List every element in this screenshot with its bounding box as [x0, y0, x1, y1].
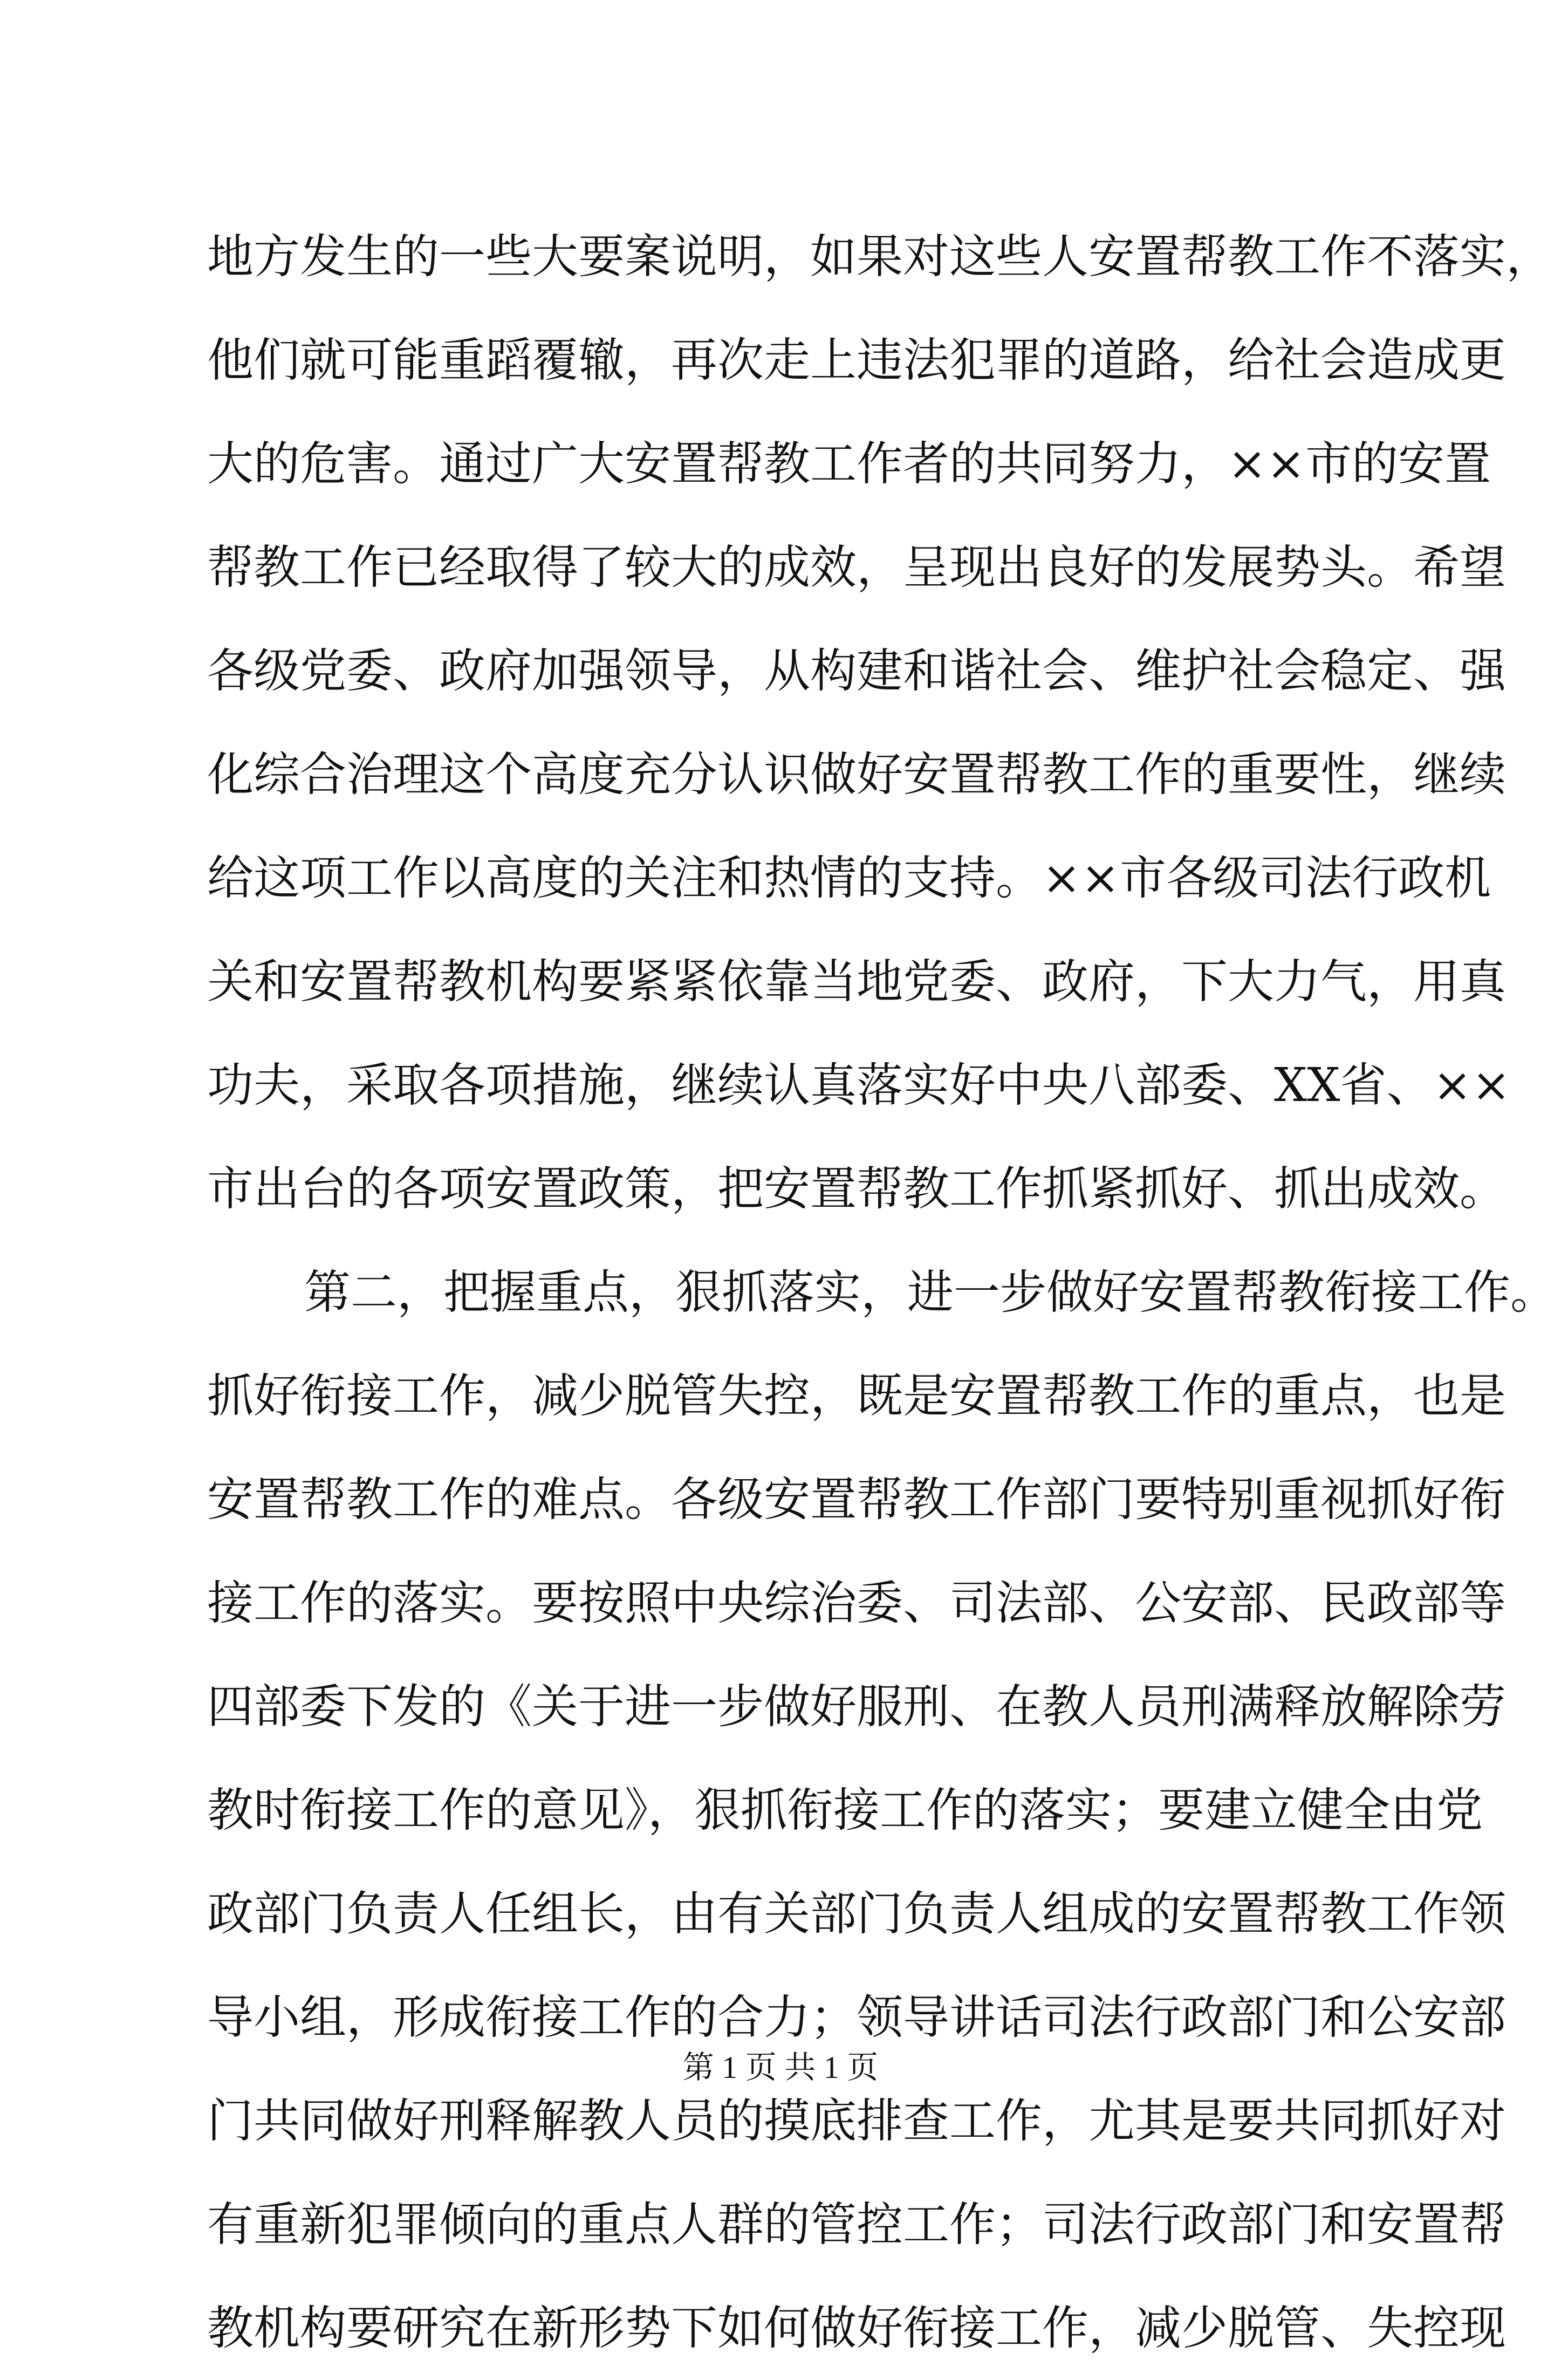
text-line: 给这项工作以高度的关注和热情的支持。××市各级司法行政机 [207, 851, 1491, 905]
text-line: 抓好衔接工作，减少脱管失控，既是安置帮教工作的重点，也是 [207, 1369, 1506, 1423]
page-number-label: 第 1 页 共 1 页 [682, 2050, 879, 2085]
text-line: 化综合治理这个高度充分认识做好安置帮教工作的重要性，继续 [207, 748, 1506, 802]
text-line: 有重新犯罪倾向的重点人群的管控工作；司法行政部门和安置帮 [207, 2198, 1506, 2252]
text-line: 四部委下发的《关于进一步做好服刑、在教人员刑满释放解除劳 [207, 1680, 1506, 1734]
text-line: 接工作的落实。要按照中央综治委、司法部、公安部、民政部等 [207, 1576, 1506, 1630]
text-line: 教时衔接工作的意见》，狠抓衔接工作的落实；要建立健全由党 [207, 1783, 1483, 1837]
text-line: 功夫，采取各项措施，继续认真落实好中央八部委、XX省、×× [207, 1058, 1511, 1112]
text-line: 各级党委、政府加强领导，从构建和谐社会、维护社会稳定、强 [207, 644, 1506, 698]
text-line: 教机构要研究在新形势下如何做好衔接工作，减少脱管、失控现 [207, 2301, 1506, 2355]
text-line: 关和安置帮教机构要紧紧依靠当地党委、政府，下大力气，用真 [207, 955, 1506, 1009]
text-line: 安置帮教工作的难点。各级安置帮教工作部门要特别重视抓好衔 [207, 1473, 1506, 1527]
text-line: 他们就可能重蹈覆辙，再次走上违法犯罪的道路，给社会造成更 [207, 333, 1506, 387]
text-line: 市出台的各项安置政策，把安置帮教工作抓紧抓好、抓出成效。 [207, 1162, 1506, 1216]
text-line: 大的危害。通过广大安置帮教工作者的共同努力，××市的安置 [207, 437, 1491, 491]
text-line: 地方发生的一些大要案说明，如果对这些人安置帮教工作不落实， [207, 230, 1552, 284]
text-line: 帮教工作已经取得了较大的成效，呈现出良好的发展势头。希望 [207, 541, 1506, 594]
text-line: 门共同做好刑释解教人员的摸底排查工作，尤其是要共同抓好对 [207, 2094, 1506, 2148]
text-line: 政部门负责人任组长，由有关部门负责人组成的安置帮教工作领 [207, 1887, 1506, 1941]
page-footer [0, 2033, 1561, 2103]
paragraph-first-line: 第二，把握重点，狠抓落实，进一步做好安置帮教衔接工作。 [304, 1266, 1557, 1319]
text-line: 导小组，形成衔接工作的合力；领导讲话司法行政部门和公安部 [207, 1991, 1506, 2044]
